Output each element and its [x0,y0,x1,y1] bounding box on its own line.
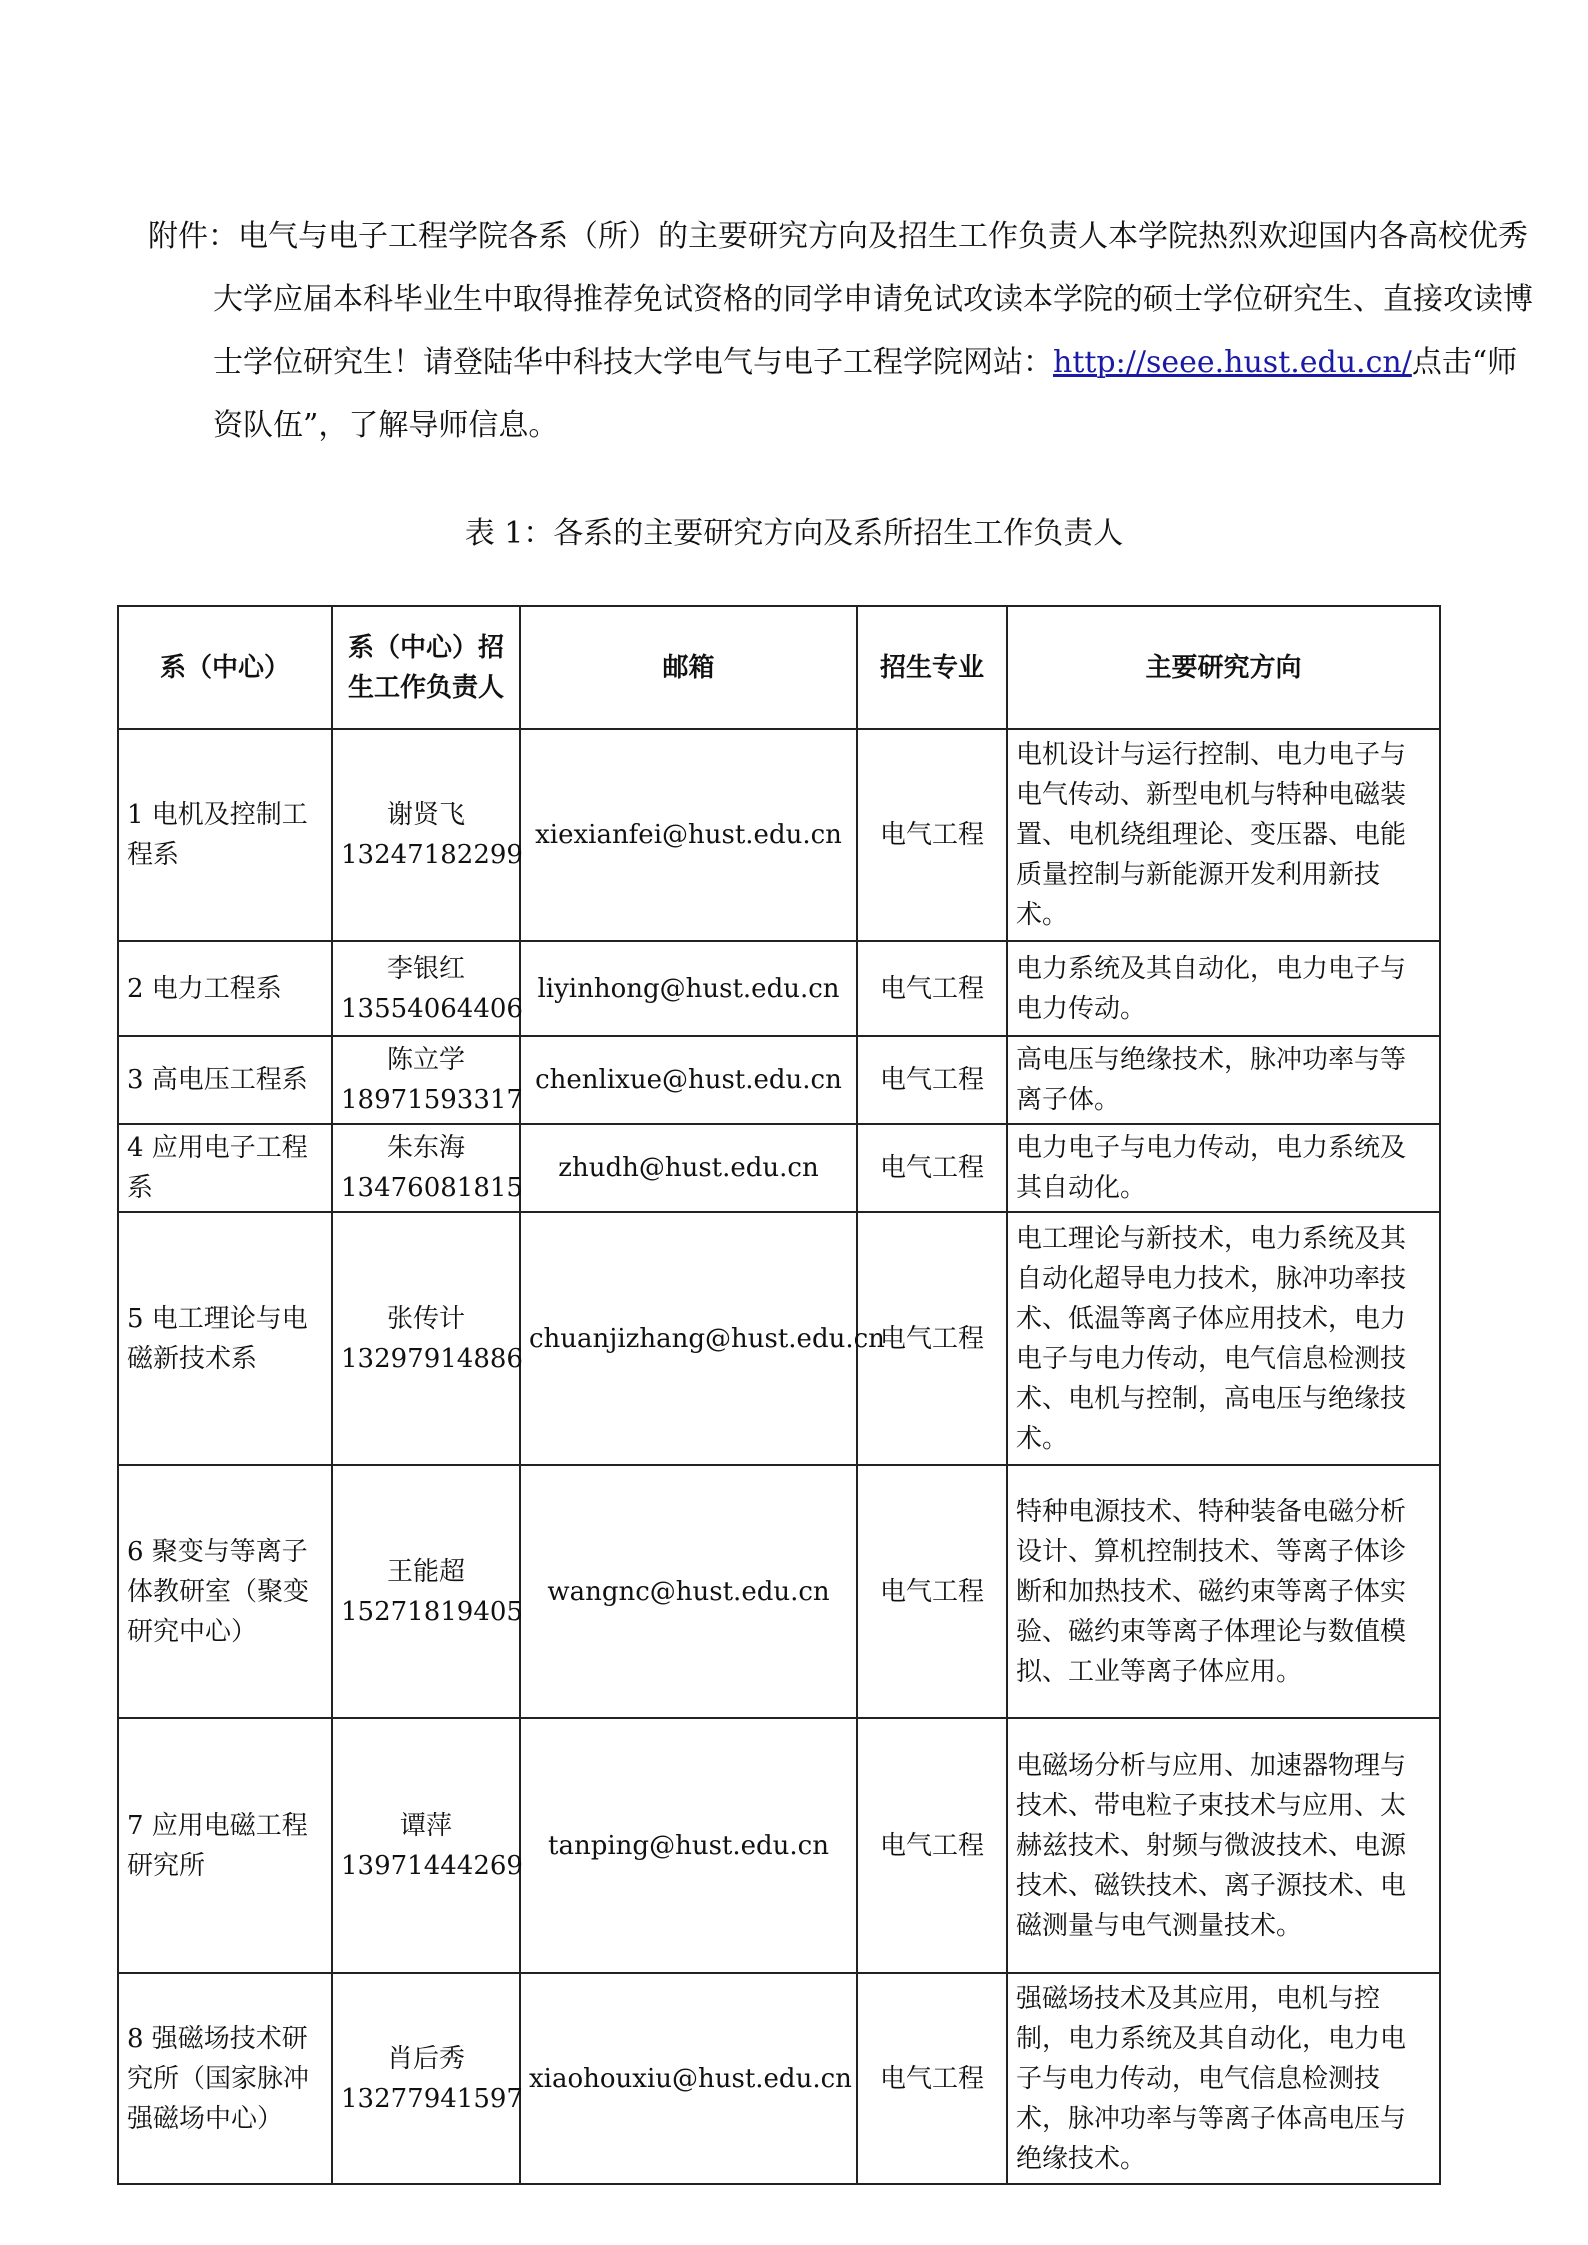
intro-text-end: 点击“师资队伍”，了解导师信息。 [213,345,1518,443]
email-cell: wangnc@hust.edu.cn [520,1465,857,1718]
direction-cell: 强磁场技术及其应用，电机与控制，电力系统及其自动化，电力电子与电力传动，电气信息检测技术，脉冲功率与等离子体高电压与绝缘技术。 [1007,1973,1440,2184]
contact-name: 李银红 [386,953,465,984]
contact-phone: 15271819405 [341,1596,523,1627]
dept-cell: 5 电工理论与电磁新技术系 [118,1212,332,1465]
direction-cell: 电磁场分析与应用、加速器物理与技术、带电粒子束技术与应用、太赫兹技术、射频与微波技术、电源技术、磁铁技术、离子源技术、电磁测量与电气测量技术。 [1007,1718,1440,1973]
contact-cell [332,1718,523,1973]
table-row [118,1465,1440,1718]
contact-phone: 13297914886 [341,1343,523,1374]
intro-text: 附件：电气与电子工程学院各系（所）的主要研究方向及招生工作负责人本学院热烈欢迎国内各高校优秀大学应届本科毕业生中取得推荐免试资格的同学申请免试攻读本学院的硕士学位研究生、直接攻读博士学位研究生！请登陆华中科技大学电气与电子工程学院网站： [148,219,1533,380]
website-link[interactable]: http://seee.hust.edu.cn/ [1053,345,1412,380]
table-row [118,941,1440,1036]
intro-paragraph [148,205,1533,457]
major-cell: 电气工程 [857,1124,1007,1212]
table-row [118,1212,1440,1465]
direction-cell: 特种电源技术、特种装备电磁分析设计、算机控制技术、等离子体诊断和加热技术、磁约束等离子体实验、磁约束等离子体理论与数值模拟、工业等离子体应用。 [1007,1465,1440,1718]
table-row [118,1718,1440,1973]
major-cell: 电气工程 [857,941,1007,1036]
contact-cell [332,729,523,941]
header-person: 系（中心）招生工作负责人 [332,606,520,729]
contact-name: 朱东海 [386,1133,465,1163]
contact-name: 谢贤飞 [386,800,465,830]
direction-cell: 电力电子与电力传动，电力系统及其自动化。 [1007,1124,1440,1212]
contact-cell [332,1124,523,1212]
contact-name: 肖后秀 [386,2043,465,2074]
dept-cell: 4 应用电子工程系 [118,1124,332,1212]
dept-cell: 3 高电压工程系 [118,1036,332,1124]
table-caption: 表 1：各系的主要研究方向及系所招生工作负责人 [464,516,1124,551]
contact-name: 谭萍 [399,1810,452,1841]
contact-cell [332,1212,523,1465]
direction-cell: 高电压与绝缘技术，脉冲功率与等离子体。 [1007,1036,1440,1124]
table-row [118,729,1440,941]
contact-cell [332,1465,523,1718]
header-major: 招生专业 [857,606,1007,729]
header-email: 邮箱 [520,606,857,729]
contact-phone: 18971593317 [341,1085,523,1115]
contact-name: 陈立学 [386,1045,465,1075]
email-cell: xiexianfei@hust.edu.cn [520,729,857,941]
table-header-row [118,606,1440,729]
contact-phone: 13247182299 [341,840,523,870]
major-cell: 电气工程 [857,1718,1007,1973]
major-cell: 电气工程 [857,1212,1007,1465]
contact-phone: 13476081815 [341,1173,523,1203]
contact-cell [332,941,523,1036]
major-cell: 电气工程 [857,1973,1007,2184]
email-cell: chenlixue@hust.edu.cn [520,1036,857,1124]
dept-cell: 2 电力工程系 [118,941,332,1036]
research-table [117,605,1441,2185]
dept-cell: 7 应用电磁工程研究所 [118,1718,332,1973]
contact-phone: 13554064406 [341,993,523,1024]
email-cell: tanping@hust.edu.cn [520,1718,857,1973]
email-cell: chuanjizhang@hust.edu.cn [520,1212,857,1465]
contact-phone: 13971444269 [341,1850,523,1881]
email-cell: zhudh@hust.edu.cn [520,1124,857,1212]
major-cell: 电气工程 [857,729,1007,941]
table-row [118,1036,1440,1124]
email-cell: xiaohouxiu@hust.edu.cn [520,1973,857,2184]
table-row [118,1973,1440,2184]
dept-cell: 6 聚变与等离子体教研室（聚变研究中心） [118,1465,332,1718]
dept-cell: 8 强磁场技术研究所（国家脉冲强磁场中心） [118,1973,332,2184]
contact-cell [332,1036,523,1124]
table-row [118,1124,1440,1212]
contact-cell [332,1973,523,2184]
contact-phone: 13277941597 [341,2083,523,2114]
direction-cell: 电力系统及其自动化，电力电子与电力传动。 [1007,941,1440,1036]
email-cell: liyinhong@hust.edu.cn [520,941,857,1036]
contact-name: 张传计 [386,1303,465,1334]
dept-cell: 1 电机及控制工程系 [118,729,332,941]
direction-cell: 电工理论与新技术，电力系统及其自动化超导电力技术，脉冲功率技术、低温等离子体应用技术，电力电子与电力传动，电气信息检测技术、电机与控制，高电压与绝缘技术。 [1007,1212,1440,1465]
major-cell: 电气工程 [857,1036,1007,1124]
contact-name: 王能超 [386,1556,465,1587]
direction-cell: 电机设计与运行控制、电力电子与电气传动、新型电机与特种电磁装置、电机绕组理论、变压器、电能质量控制与新能源开发利用新技术。 [1007,729,1440,941]
header-dept: 系（中心） [118,606,332,729]
major-cell: 电气工程 [857,1465,1007,1718]
header-direction: 主要研究方向 [1007,606,1440,729]
